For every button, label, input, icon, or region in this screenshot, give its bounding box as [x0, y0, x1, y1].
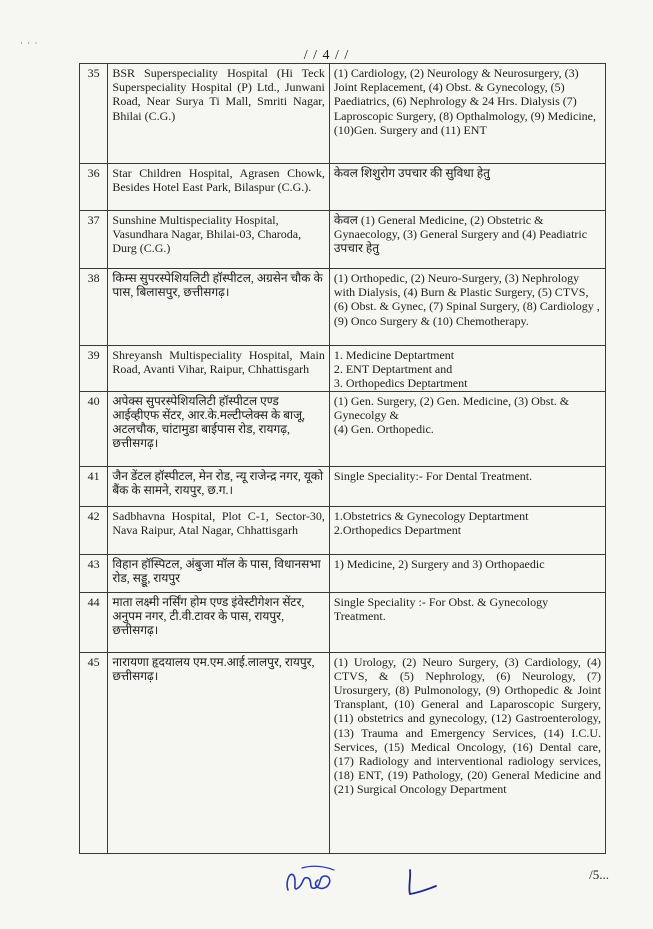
serial-number: 37: [80, 211, 108, 269]
table-row: [80, 391, 606, 466]
hospital-name-address: माता लक्ष्मी नर्सिंग होम एण्ड इंवेस्टीगेशन सेंटर, अनुपम नगर, टी.वी.टावर के पास, रायपुर, छत्तीसगढ़।: [108, 592, 330, 652]
table-row: [80, 466, 606, 506]
hospital-name-address: Sadbhavna Hospital, Plot C-1, Sector-30, Nava Raipur, Atal Nagar, Chhattisgarh: [108, 506, 330, 554]
serial-number: 42: [80, 506, 108, 554]
table-row: [80, 64, 606, 164]
speciality-list: 1. Medicine Deptartment 2. ENT Deptartment and 3. Orthopedics Deptartment: [329, 346, 605, 392]
serial-number: 41: [80, 466, 108, 506]
handwritten-signature-initials: [282, 862, 340, 898]
hospital-name-address: BSR Superspeciality Hospital (Hi Teck Superspeciality Hospital (P) Ltd., Junwani Road, Near Surya Ti Mall, Smriti Nagar, Bhilai (C.G.): [108, 64, 330, 164]
hospital-name-address: जैन डेंटल हॉस्पीटल, मेन रोड, न्यू राजेन्द्र नगर, यूको बैंक के सामने, रायपुर, छ.ग.।: [108, 466, 330, 506]
scan-corner-mark: · · ·: [20, 38, 39, 48]
speciality-list: केवल (1) General Medicine, (2) Obstetric & Gynaecology, (3) General Surgery and (4) Peadiatric उपचार हेतु: [329, 211, 605, 269]
speciality-list: (1) Urology, (2) Neuro Surgery, (3) Cardiology, (4) CTVS, & (5) Nephrology, (6) Neurology, (7) Urosurgery, (8) Pulmonology, (9) Orthopedic & Joint Transplant, (10) General and Laparoscopic Surgery, (11) obstetrics and gynecology, (12) Gastroenterology, (13) Trauma and Emergency Services, (14) I.C.U. Services, (15) Medical Oncology, (16) Dental care, (17) Radiology and interventional radiology services, (18) ENT, (19) Pathology, (20) General Medicine and (21) Surgical Oncology Department: [329, 652, 605, 853]
hospital-name-address: अपेक्स सुपरस्पेशियलिटी हॉस्पीटल एण्ड आईव्हीएफ सेंटर, आर.के.मल्टीप्लेक्स के बाजू, अटलचौक, चांटामुडा बाईपास रोड, रायगढ़, छत्तीसगढ़।: [108, 391, 330, 466]
serial-number: 45: [80, 652, 108, 853]
serial-number: 44: [80, 592, 108, 652]
hospital-list-table: [79, 63, 606, 854]
hospital-name-address: नारायणा हृदयालय एम.एम.आई.लालपुर, रायपुर, छत्तीसगढ़।: [108, 652, 330, 853]
table-row: [80, 506, 606, 554]
table-row: [80, 592, 606, 652]
speciality-list: (1) Gen. Surgery, (2) Gen. Medicine, (3) Obst. & Gynecolgy & (4) Gen. Orthopedic.: [329, 391, 605, 466]
speciality-list: केवल शिशुरोग उपचार की सुविधा हेतु: [329, 164, 605, 211]
serial-number: 35: [80, 64, 108, 164]
table-row: [80, 269, 606, 346]
speciality-list: (1) Cardiology, (2) Neurology & Neurosurgery, (3) Joint Replacement, (4) Obst. & Gynecology, (5) Paediatrics, (6) Nephrology & 24 Hrs. Dialysis (7) Laproscopic Surgery, (8) Opthalmology, (9) Medicine, (10)Gen. Surgery and (11) ENT: [329, 64, 605, 164]
table-row: [80, 211, 606, 269]
speciality-list: (1) Orthopedic, (2) Neuro-Surgery, (3) Nephrology with Dialysis, (4) Burn & Plastic Surgery, (5) CTVS, (6) Obst. & Gynec, (7) Spinal Surgery, (8) Cardiology , (9) Onco Surgery & (10) Chemotherapy.: [329, 269, 605, 346]
serial-number: 36: [80, 164, 108, 211]
speciality-list: 1) Medicine, 2) Surgery and 3) Orthopaedic: [329, 554, 605, 592]
speciality-list: 1.Obstetrics & Gynecology Deptartment 2.Orthopedics Department: [329, 506, 605, 554]
table-row: [80, 554, 606, 592]
serial-number: 38: [80, 269, 108, 346]
serial-number: 40: [80, 391, 108, 466]
next-page-reference: /5...: [589, 867, 609, 882]
hospital-name-address: विहान हॉस्पिटल, अंबुजा मॉल के पास, विधानसभा रोड, सड्डू, रायपुर: [108, 554, 330, 592]
hospital-name-address: Star Children Hospital, Agrasen Chowk, Besides Hotel East Park, Bilaspur (C.G.).: [108, 164, 330, 211]
handwritten-initial-mark: [402, 866, 442, 900]
speciality-list: Single Speciality :- For Obst. & Gynecology Treatment.: [329, 592, 605, 652]
table-row: [80, 652, 606, 853]
serial-number: 39: [80, 346, 108, 392]
speciality-list: Single Speciality:- For Dental Treatment.: [329, 466, 605, 506]
hospital-name-address: Sunshine Multispeciality Hospital, Vasundhara Nagar, Bhilai-03, Charoda, Durg (C.G.): [108, 211, 330, 269]
serial-number: 43: [80, 554, 108, 592]
table-row: [80, 164, 606, 211]
page-number: / / 4 / /: [303, 48, 350, 63]
hospital-name-address: Shreyansh Multispeciality Hospital, Main Road, Avanti Vihar, Raipur, Chhattisgarh: [108, 346, 330, 392]
hospital-name-address: किम्स सुपरस्पेशियलिटी हॉस्पीटल, अग्रसेन चौक के पास, बिलासपुर, छत्तीसगढ़।: [108, 269, 330, 346]
table-row: [80, 346, 606, 392]
